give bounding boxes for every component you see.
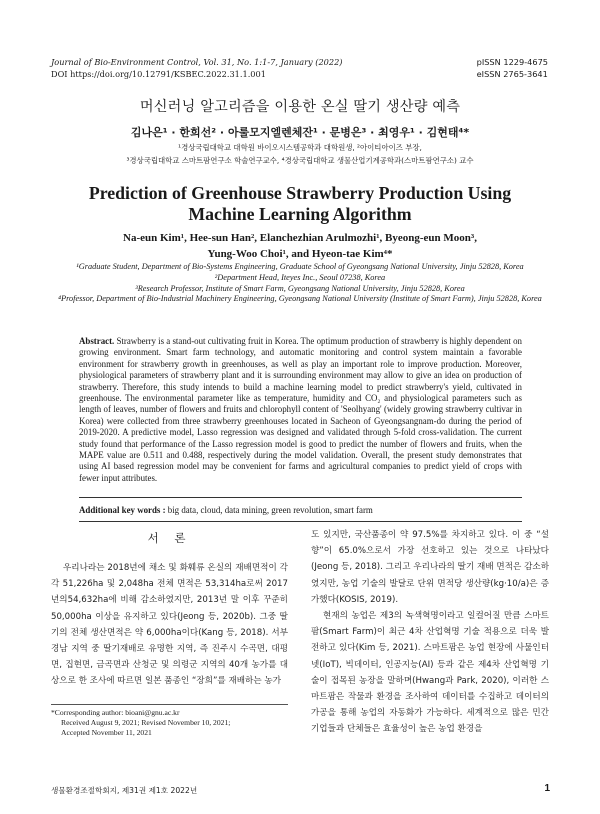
eissn: eISSN 2765-3641 bbox=[476, 68, 548, 79]
body-column-left bbox=[51, 560, 288, 690]
keywords-text: big data, cloud, data mining, green revolution, smart farm bbox=[167, 505, 373, 515]
divider bbox=[79, 521, 522, 522]
abstract-text: Strawberry is a stand-out cultivating fruit in Korea. The optimum production of strawberry is highly dependent on growing environment. Smart farm technology, and automatic monitoring and control system maintain a favorable environment for strawberry growth in greenhouses, as well as play an important role to improve production. Moreover, physiological parameters of strawberry plant and it is surrounding environment may allow to give an idea on production of strawberry. Therefore, this study intends to build a machine learning model to predict strawberry's yield, cultivated in greenhouse. The environmental parameter like as temperature, humidity and CO₂ and physiological parameters such as length of leaves, number of flowers and fruits and chlorophyll content of 'Seolhyang' (widely growing strawberry cultivar in Korea) were collected from three strawberry greenhouses located in Sacheon of Gyeongsangnam-do during the period of 2019-2020. A predictive model, Lasso regression was designed and validated through 5-fold cross-validation. The current study found that performance of the Lasso regression model is good to predict the number of flowers and fruits, when the MAPE value are 0.511 and 0.488, respectively during the model validation. Overall, the present study demonstrates that using AI based regression model may be convenient for farms and agricultural companies to predict yield of crops with fewer input attributes. bbox=[79, 336, 522, 483]
english-title: Prediction of Greenhouse Strawberry Production Using Machine Learning Algorithm bbox=[88, 183, 512, 224]
accepted-date: Accepted November 11, 2021 bbox=[61, 728, 152, 737]
footnote-rule bbox=[51, 704, 288, 705]
author-line: Na-eun Kim¹, Hee-sun Han², Elanchezhian Arulmozhi¹, Byeong-eun Moon³, bbox=[123, 232, 477, 244]
english-affiliations bbox=[40, 262, 560, 305]
issn-block bbox=[477, 57, 548, 80]
body-column-right bbox=[311, 527, 549, 738]
korean-aff-line: ¹경상국립대학교 대학원 바이오시스템공학과 대학원생, ²아이티아이즈 부장, bbox=[178, 143, 422, 152]
divider bbox=[79, 497, 522, 498]
paragraph: 도 있지만, 국산품종이 약 97.5%를 차지하고 있다. 이 중 “설향”이 65.0%으로서 가장 선호하고 있는 것으로 나타났다(Jeong 등, 2018). 그리고 우리나라의 딸기 재배 면적은 감소하였지만, 농업 기술의 발달로 단위 면적당 생산량(kg·10/a)은 증가했다(KOSIS, 2019). bbox=[311, 530, 549, 605]
section-heading-intro: 서 론 bbox=[147, 531, 192, 545]
affiliation: ²Department Head, Iteyes Inc., Seoul 07238, Korea bbox=[214, 272, 386, 282]
affiliation: ⁴Professor, Department of Bio-Industrial Machinery Engineering, Gyeongsang National University (Institute of Smart Farm), Jinju 52828, Korea bbox=[58, 294, 542, 304]
abstract bbox=[79, 336, 522, 484]
affiliation: ¹Graduate Student, Department of Bio-Systems Engineering, Graduate School of Gyeongsang National University, Jinju 52828, Korea bbox=[76, 262, 524, 271]
page-number: 1 bbox=[544, 783, 550, 794]
affiliation: ³Research Professor, Institute of Smart Farm, Gyeongsang National University, Jinju 52828, Korea bbox=[135, 283, 465, 293]
korean-authors: 김나은¹ · 한희선² · 아룰모지엘렌체잔¹ · 문병은³ · 최영우¹ · 김현태⁴* bbox=[130, 126, 470, 139]
footnote bbox=[51, 708, 288, 738]
received-date: Received August 9, 2021; Revised November 10, 2021; bbox=[61, 718, 231, 727]
abstract-label: Abstract. bbox=[79, 336, 115, 346]
doi-line: DOI https://doi.org/10.12791/KSBEC.2022.31.1.001 bbox=[51, 68, 266, 79]
korean-aff-line: ³경상국립대학교 스마트팜연구소 학술연구교수, ⁴경상국립대학교 생물산업기계공학과(스마트팜연구소) 교수 bbox=[126, 155, 474, 165]
footer-journal: 생물환경조절학회지, 제31권 제1호 2022년 bbox=[51, 786, 198, 795]
korean-affiliations bbox=[0, 142, 600, 167]
author-line: Yung-Woo Choi¹, and Hyeon-tae Kim⁴* bbox=[207, 248, 393, 260]
corresponding-author: *Corresponding author: bioani@gnu.ac.kr bbox=[51, 708, 180, 717]
journal-citation: Journal of Bio-Environment Control, Vol. 31, No. 1:1-7, January (2022) bbox=[51, 57, 343, 67]
paragraph: 현재의 농업은 제3의 녹색혁명이라고 일컬어질 만큼 스마트팜(Smart Farm)이 최근 4차 산업혁명 기술 적용으로 더욱 발전하고 있다(Kim 등, 2021). 스마트팜은 농업 현장에 사물인터넷(IoT), 빅데이터, 인공지능(AI) 등과 같은 제4차 산업혁명 기술이 접목된 농장을 말하며(Hwang과 Park, 2020), 이러한 스마트팜은 작물과 환경을 조사하여 데이터를 수집하고 데이터의 가공을 통해 농업의 자동화가 가능하다. 세계적으로 많은 민간 기업들과 단체들은 효율성이 높은 농업 환경을 bbox=[311, 611, 549, 735]
paragraph: 우리나라는 2018년에 채소 및 화훼류 온실의 재배면적이 각각 51,226ha 및 2,048ha 전체 면적은 53,314ha로써 2017년의54,632ha에 비해 감소하였지만, 2013년 말 이후 꾸준히 50,000ha 이상을 유지하고 있다(Jeong 등, 2020b). 그중 딸기의 전체 생산면적은 약 6,000ha이다(Kang 등, 2018). 서부 경남 지역 중 딸기재배로 유명한 지역, 즉 진주시 수곡면, 대평면, 집현면, 금곡면과 산청군 및 의령군 지역의 40개 농가를 대상으로 한 조사에 따르면 일본 품종인 “장희”를 재배하는 농가 bbox=[51, 563, 288, 687]
keywords-label: Additional key words : bbox=[79, 505, 166, 515]
keywords bbox=[79, 505, 522, 515]
korean-title: 머신러닝 알고리즘을 이용한 온실 딸기 생산량 예측 bbox=[139, 99, 461, 115]
pissn: pISSN 1229-4675 bbox=[476, 57, 548, 67]
journal-header bbox=[51, 57, 342, 80]
english-authors bbox=[60, 230, 540, 262]
